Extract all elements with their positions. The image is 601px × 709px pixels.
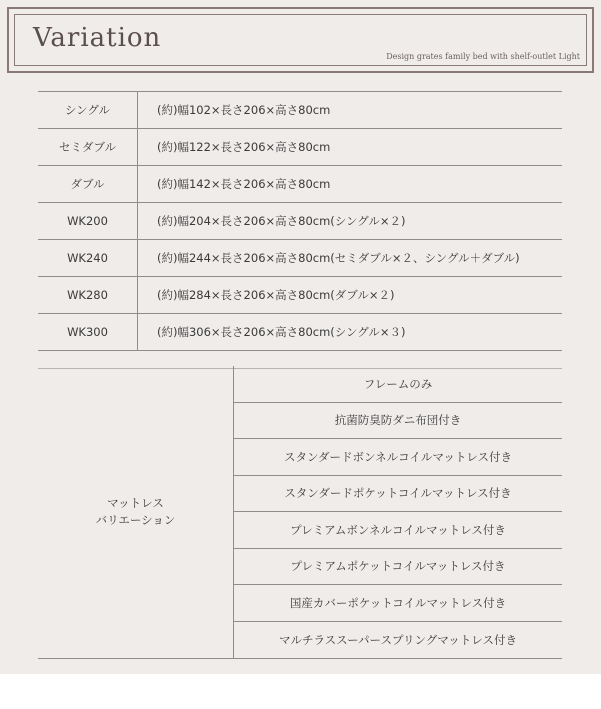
mattress-option: マルチラススーパースプリングマットレス付き [279, 632, 517, 647]
mattress-variation-label [38, 366, 234, 658]
size-dimensions: (約)幅102×長さ206×高さ80cm [157, 103, 331, 117]
size-name: WK200 [38, 203, 138, 239]
mattress-option: プレミアムポケットコイルマットレス付き [234, 549, 562, 586]
mattress-label-line2: バリエーション [95, 513, 176, 527]
mattress-option: スタンダードポケットコイルマットレス付き [234, 476, 562, 513]
mattress-option: 国産カバーポケットコイルマットレス付き [234, 585, 562, 622]
size-dimensions: (約)幅284×長さ206×高さ80cm(ダブル×２) [157, 288, 395, 302]
size-dimensions: (約)幅142×長さ206×高さ80cm [157, 177, 331, 191]
mattress-label-line1: マットレス [107, 496, 164, 510]
mattress-option: 抗菌防臭防ダニ布団付き [234, 403, 562, 440]
size-name: セミダブル [38, 129, 138, 165]
size-table [38, 91, 562, 369]
page-title: Variation [33, 23, 162, 53]
size-name: WK300 [38, 314, 138, 350]
mattress-table [38, 366, 562, 659]
size-row [38, 166, 562, 203]
size-row [38, 92, 562, 129]
page-subtitle: Design grates family bed with shelf-outlet Light [386, 52, 580, 61]
size-name: ダブル [38, 166, 138, 202]
mattress-option: プレミアムボンネルコイルマットレス付き [234, 512, 562, 549]
size-name: WK280 [38, 277, 138, 313]
size-row [38, 203, 562, 240]
size-name: シングル [38, 92, 138, 128]
size-dimensions: (約)幅306×長さ206×高さ80cm(シングル×３) [157, 325, 406, 339]
header-frame [7, 7, 594, 73]
size-row [38, 277, 562, 314]
size-name: WK240 [38, 240, 138, 276]
size-row [38, 129, 562, 166]
size-row [38, 240, 562, 277]
mattress-option: フレームのみ [234, 366, 562, 403]
size-dimensions: (約)幅244×長さ206×高さ80cm(セミダブル×２、シングル＋ダブル) [157, 251, 520, 265]
size-dimensions: (約)幅122×長さ206×高さ80cm [157, 140, 331, 154]
mattress-options-list [234, 366, 562, 658]
mattress-option: スタンダードボンネルコイルマットレス付き [234, 439, 562, 476]
size-dimensions: (約)幅204×長さ206×高さ80cm(シングル×２) [157, 214, 406, 228]
header-inner-frame [14, 14, 587, 66]
size-row [38, 314, 562, 351]
